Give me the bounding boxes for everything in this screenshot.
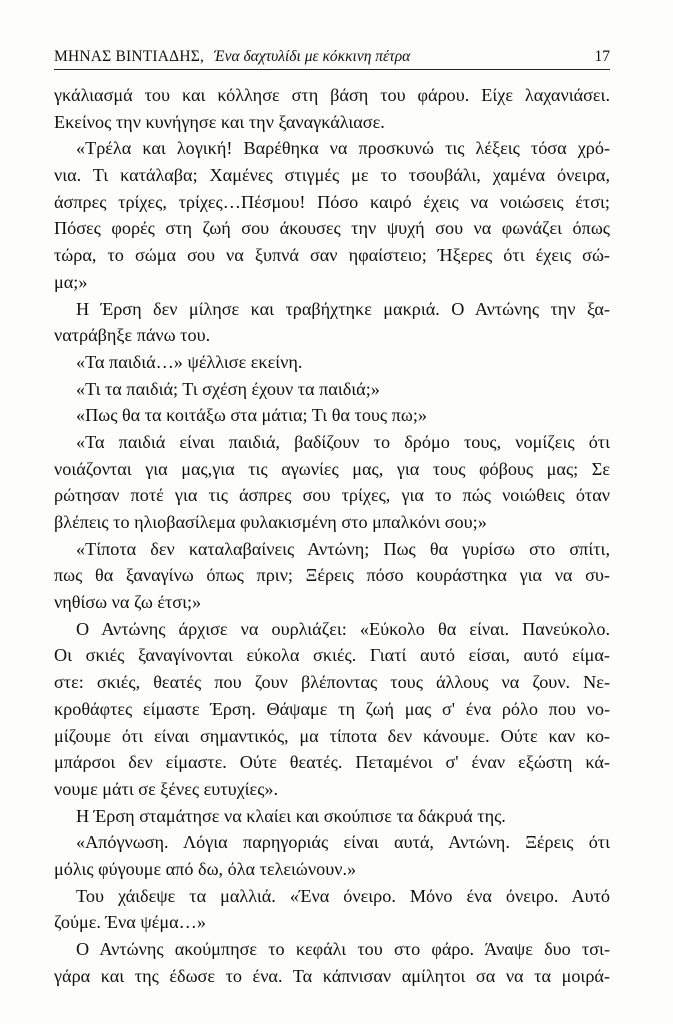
text-line: «Τα παιδιά…» ψέλλισε εκείνη. (76, 351, 303, 372)
text-line: μπάρσοι δεν είμαστε. Ούτε θεατές. Πεταμένοι σ' έναν εξώστη κά- (54, 752, 610, 773)
header-author: ΜΗΝΑΣ ΒΙΝΤΙΑΔΗΣ, (54, 48, 205, 65)
text-line: μα;» (54, 271, 88, 292)
text-line: κροθάφτες είμαστε Έρση. Θάψαμε τη ζωή μας σ' ένα ρόλο που νο- (54, 698, 610, 719)
text-line: άσπρες τρίχες, τρίχες…Πέσμου! Πόσο καιρό έχεις να νοιώσεις έτσι; (54, 191, 610, 212)
text-line: Πόσες φορές στη ζωή σου άκουσες την ψυχή σου να φωνάζει όπως (54, 218, 610, 239)
text-line: γάρα και της έδωσε το ένα. Τα κάπνισαν αμίλητοι σα να τα μοιρά- (54, 965, 610, 986)
text-line: «Απόγνωση. Λόγια παρηγοριάς είναι αυτά, Αντώνη. Ξέρεις ότι (76, 832, 610, 853)
text-line: νοιάζονται για μας,για τις αγωνίες μας, για τους φόβους μας; Σε (54, 458, 610, 479)
header-rule (54, 69, 610, 70)
text-line: Του χάιδεψε τα μαλλιά. «Ένα όνειρο. Μόνο ένα όνειρο. Αυτό (76, 885, 610, 906)
text-line: νηθίσω να ζω έτσι;» (54, 592, 202, 613)
running-header (54, 44, 610, 70)
text-line: μόλις φύγουμε από δω, όλα τελειώνουν.» (54, 858, 357, 879)
text-line: ρώτησαν ποτέ για τις άσπρες σου τρίχες, για το πώς νοιώθεις όταν (54, 485, 610, 506)
header-title: Ένα δαχτυλίδι με κόκκινη πέτρα (214, 48, 411, 65)
text-line: «Τρέλα και λογική! Βαρέθηκα να προσκυνώ τις λέξεις τόσα χρό- (76, 138, 610, 159)
text-line: Ο Αντώνης ακούμπησε το κεφάλι του στο φάρο. Άναψε δυο τσι- (76, 939, 610, 959)
text-line: πως θα ξαναγίνω όπως πριν; Ξέρεις πόσο κουράστηκα για να συ- (54, 565, 610, 586)
text-line: τώρα, το σώμα σου να ξυπνά σαν ηφαίστειο; Ήξερες ότι έχεις σώ- (54, 245, 610, 266)
text-line: «Τα παιδιά είναι παιδιά, βαδίζουν το δρόμο τους, νομίζεις ότι (76, 431, 610, 452)
text-line: Εκείνος την κυνήγησε και την ξαναγκάλιασε. (54, 111, 385, 132)
text-line: μίζουμε ότι είναι σημαντικός, μα τίποτα δεν κάνουμε. Ούτε καν κο- (54, 725, 610, 746)
text-line: νατράβηξε πάνω του. (54, 325, 211, 346)
text-line: Η Έρση σταμάτησε να κλαίει και σκούπισε τα δάκρυά της. (76, 805, 506, 826)
text-line: νια. Τι κατάλαβα; Χαμένες στιγμές με το τσουβάλι, χαμένα όνειρα, (54, 165, 610, 186)
text-line: νουμε μάτι σε ξένες ευτυχίες». (54, 778, 279, 799)
body-text (54, 82, 610, 989)
text-line: Οι σκιές ξαναγίνονται εύκολα σκιές. Γιατί αυτό είσαι, αυτό είμα- (54, 645, 610, 666)
text-line: Ο Αντώνης άρχισε να ουρλιάζει: «Εύκολο θα είναι. Πανεύκολο. (76, 618, 610, 639)
text-line: «Τίποτα δεν καταλαβαίνεις Αντώνη; Πως θα γυρίσω στο σπίτι, (76, 538, 610, 559)
text-line: βλέπεις το ηλιοβασίλεμα φυλακισμένη στο μπαλκόνι σου;» (54, 512, 487, 532)
text-line: στε: σκιές, θεατές που ζουν βλέποντας τους άλλους να ζουν. Νε- (54, 672, 610, 693)
text-line: γκάλιασμά του και κόλλησε στη βάση του φάρου. Είχε λαχανιάσει. (54, 85, 610, 105)
text-line: «Πως θα τα κοιτάξω στα μάτια; Τι θα τους πω;» (76, 405, 427, 426)
text-line: «Τι τα παιδιά; Τι σχέση έχουν τα παιδιά;» (76, 378, 380, 399)
page-number: 17 (594, 48, 610, 65)
text-line: Η Έρση δεν μίλησε και τραβήχτηκε μακριά. Ο Αντώνης την ξα- (76, 298, 610, 319)
text-line: ζούμε. Ένα ψέμα…» (54, 912, 206, 933)
